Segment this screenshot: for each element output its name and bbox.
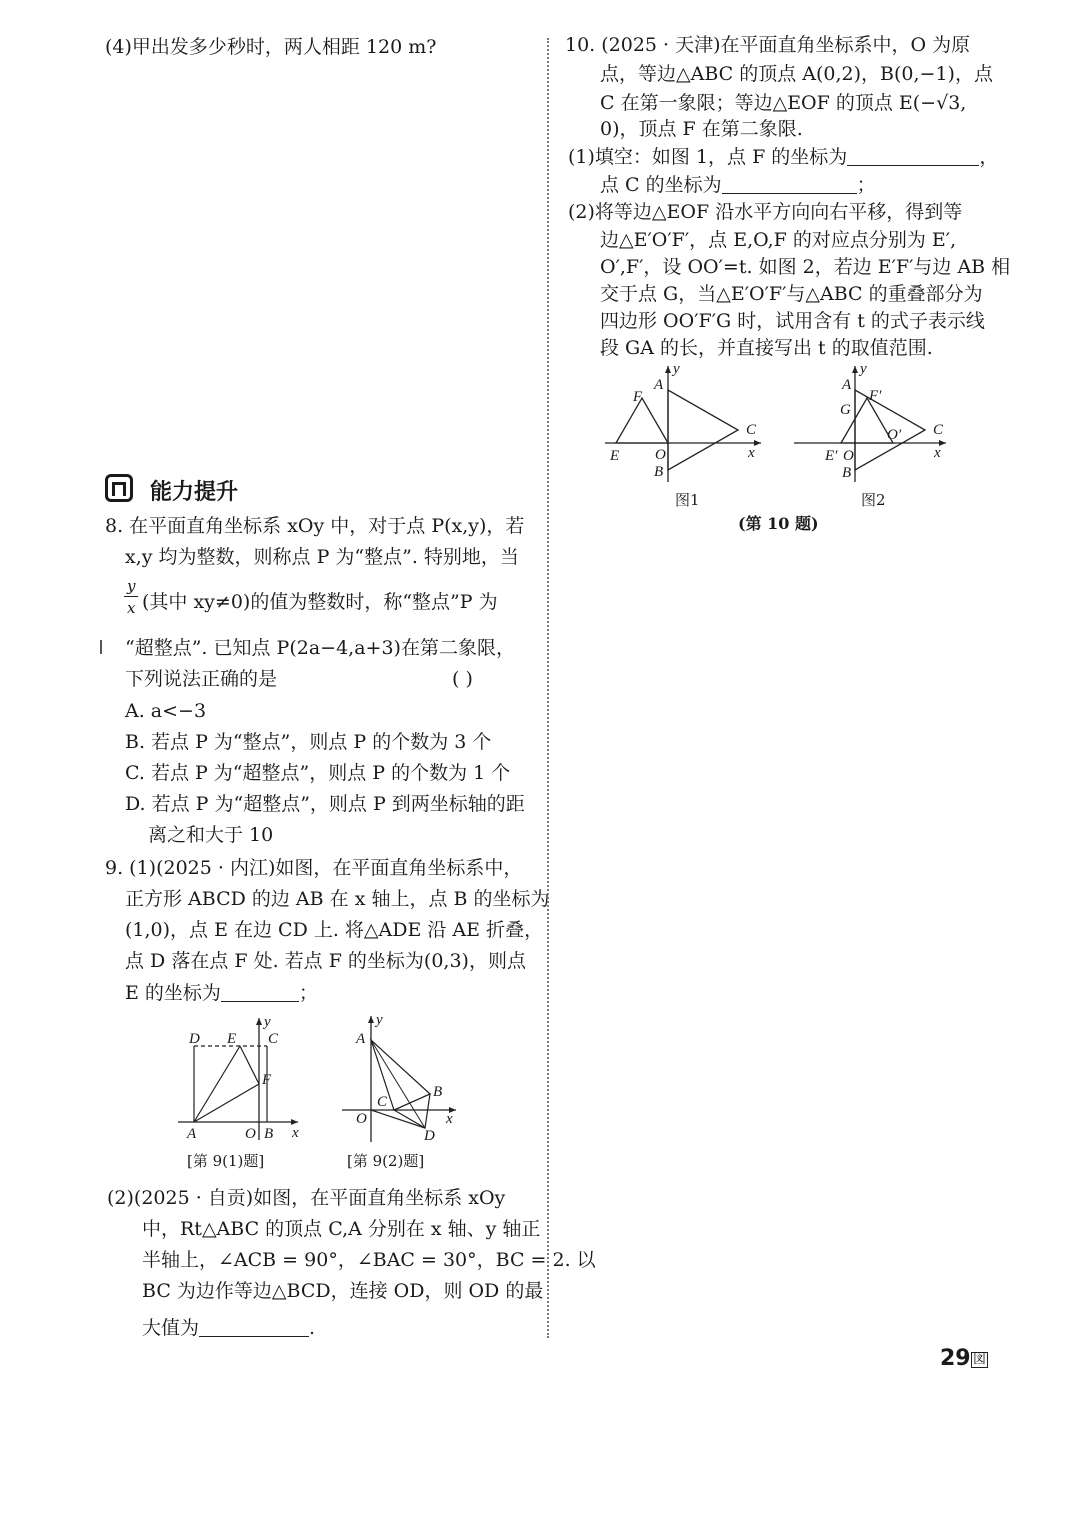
q9-2-line-3: 半轴上，∠ACB = 90°，∠BAC = 30°，BC = 2. 以 [142, 1249, 596, 1271]
section-heading-text: 能力提升 [150, 480, 239, 505]
fig9-1-label-e: E [227, 1031, 237, 1047]
q8-line-3: (其中 xy≠0)的值为整数时，称“整点”P 为 [142, 591, 498, 613]
q10-part2-line-2: 边△E′O′F′，点 E,O,F 的对应点分别为 E′, [600, 229, 957, 251]
q10-part1-line-2: 点 C 的坐标为 ； [600, 174, 876, 196]
figure-10-2 [790, 360, 955, 515]
q10-f-coord-blank[interactable] [847, 147, 979, 166]
fig9-1-label-d: D [189, 1031, 200, 1047]
q8-line-4: “超整点”. 已知点 P(2a−4,a+3)在第二象限， [125, 637, 515, 659]
fig10-2-label-o1: O′ [887, 427, 902, 443]
fig9-2-label-x: x [446, 1111, 453, 1127]
q8-option-d: D. 若点 P 为“超整点”，则点 P 到两坐标轴的距 [125, 793, 525, 815]
figure-9-1 [170, 1010, 310, 1145]
figure-10-1 [600, 360, 770, 515]
q10-part2-line-5: 四边形 OO′F′G 时，试用含有 t 的式子表示线 [600, 310, 985, 332]
q10-part2-line-4: 交于点 G，当△E′O′F′与△ABC 的重叠部分为 [600, 283, 983, 305]
page-corner-icon: 図 [973, 1352, 987, 1367]
q10-line-4: 0)，顶点 F 在第二象限. [600, 118, 803, 140]
page-number: 29 [940, 1346, 971, 1371]
fig9-1-label-o: O [245, 1126, 256, 1142]
fig9-1-label-f: F [262, 1072, 272, 1088]
q10-part2-line-3: O′,F′，设 OO′=t. 如图 2，若边 E′F′与边 AB 相 [600, 256, 1011, 278]
q9-2-line-4: BC 为边作等边△BCD，连接 OD，则 OD 的最 [142, 1280, 544, 1302]
fig9-2-label-o: O [356, 1111, 367, 1127]
fig10-2-label-g: G [840, 402, 851, 418]
q10-part1-line-1: (1)填空：如图 1，点 F 的坐标为 ， [568, 146, 999, 168]
fig9-2-label-d: D [424, 1128, 435, 1144]
figure-9-2 [335, 1010, 465, 1145]
q10-line-1: 10. (2025 · 天津)在平面直角坐标系中，O 为原 [565, 34, 971, 56]
q9-2-line-1: (2)(2025 · 自贡)如图，在平面直角坐标系 xOy [107, 1187, 506, 1209]
q9-line-1: 9. (1)(2025 · 内江)如图，在平面直角坐标系中， [105, 857, 523, 879]
fig9-2-label-a: A [356, 1031, 366, 1047]
q8-option-a: A. a<−3 [125, 700, 207, 722]
q9-2-answer-blank[interactable] [199, 1318, 309, 1337]
q8-line-1: 8. 在平面直角坐标系 xOy 中，对于点 P(x,y)，若 [105, 515, 525, 537]
fig10-1-label-y: y [673, 361, 680, 377]
fig9-2-caption: [第 9(2)题] [347, 1152, 425, 1170]
fig9-2-label-c: C [377, 1094, 388, 1110]
fig10-1-label-x: x [748, 445, 755, 461]
q9-2-line-2: 中，Rt△ABC 的顶点 C,A 分别在 x 轴、y 轴正 [142, 1218, 541, 1240]
fig10-2-label-e1: E′ [825, 448, 838, 464]
q10-c-coord-blank[interactable] [722, 175, 857, 194]
fig9-1-label-y: y [264, 1014, 271, 1030]
fig9-1-label-b: B [264, 1126, 274, 1142]
fig10-1-caption: 图1 [675, 491, 700, 509]
fig10-1-label-o: O [655, 447, 666, 463]
fig9-2-label-y: y [376, 1012, 383, 1028]
fig10-1-label-c: C [746, 422, 757, 438]
q9-1-answer-blank[interactable] [221, 983, 299, 1002]
q10-figure-caption: (第 10 题) [738, 514, 819, 533]
q8-option-d-cont: 离之和大于 10 [148, 824, 274, 846]
fig9-2-label-b: B [433, 1084, 443, 1100]
fig10-1-label-a: A [654, 377, 664, 393]
fig10-2-label-y: y [860, 361, 867, 377]
fig10-2-caption: 图2 [861, 491, 886, 509]
q8-line-5: 下列说法正确的是 [125, 668, 278, 690]
fig10-2-label-f1: F′ [869, 388, 882, 404]
q9-line-2: 正方形 ABCD 的边 AB 在 x 轴上，点 B 的坐标为 [125, 888, 550, 910]
q9-line-3: (1,0)，点 E 在边 CD 上. 将△ADE 沿 AE 折叠， [125, 919, 544, 941]
fig10-1-label-b: B [654, 464, 664, 480]
fig9-1-label-a: A [187, 1126, 197, 1142]
figure-9-1-caption [180, 1148, 300, 1172]
fig10-2-label-o: O [843, 448, 854, 464]
q10-part2-line-1: (2)将等边△EOF 沿水平方向向右平移，得到等 [568, 201, 963, 223]
column-divider [547, 38, 549, 1338]
q8-frac-bar [124, 596, 138, 597]
fig9-1-label-x: x [292, 1125, 299, 1141]
fig10-1-label-f: F [633, 389, 643, 405]
q8-option-b: B. 若点 P 为“整点”，则点 P 的个数为 3 个 [125, 731, 492, 753]
q10-line-2: 点，等边△ABC 的顶点 A(0,2)，B(0,−1)，点 [600, 63, 993, 85]
q10-part2-line-6: 段 GA 的长，并直接写出 t 的取值范围. [600, 337, 933, 359]
q8-option-c: C. 若点 P 为“超整点”，则点 P 的个数为 1 个 [125, 762, 511, 784]
section-icon [105, 474, 133, 502]
q8-line-2: x,y 均为整数，则称点 P 为“整点”. 特别地，当 [125, 546, 519, 568]
q9-2-line-5: 大值为 . [142, 1317, 316, 1339]
q8-frac-den: x [127, 599, 136, 617]
margin-mark [100, 640, 102, 654]
q9-line-4: 点 D 落在点 F 处. 若点 F 的坐标为(0,3)，则点 [125, 950, 526, 972]
fig10-2-label-c: C [933, 422, 944, 438]
fig10-2-label-b: B [842, 465, 852, 481]
q4-text: (4)甲出发多少秒时，两人相距 120 m? [105, 36, 437, 58]
fig9-1-caption: [第 9(1)题] [187, 1152, 265, 1170]
q8-answer-paren: ( ) [452, 668, 473, 690]
fig10-2-label-x: x [934, 445, 941, 461]
q10-line-3: C 在第一象限；等边△EOF 的顶点 E(−√3, [600, 92, 967, 114]
q9-line-5: E 的坐标为 ； [125, 982, 318, 1004]
fig10-1-label-e: E [610, 448, 620, 464]
q8-frac-num: y [127, 577, 136, 595]
figure-9-2-caption [340, 1148, 460, 1172]
fig9-1-label-c: C [268, 1031, 279, 1047]
fig10-2-label-a: A [842, 377, 852, 393]
